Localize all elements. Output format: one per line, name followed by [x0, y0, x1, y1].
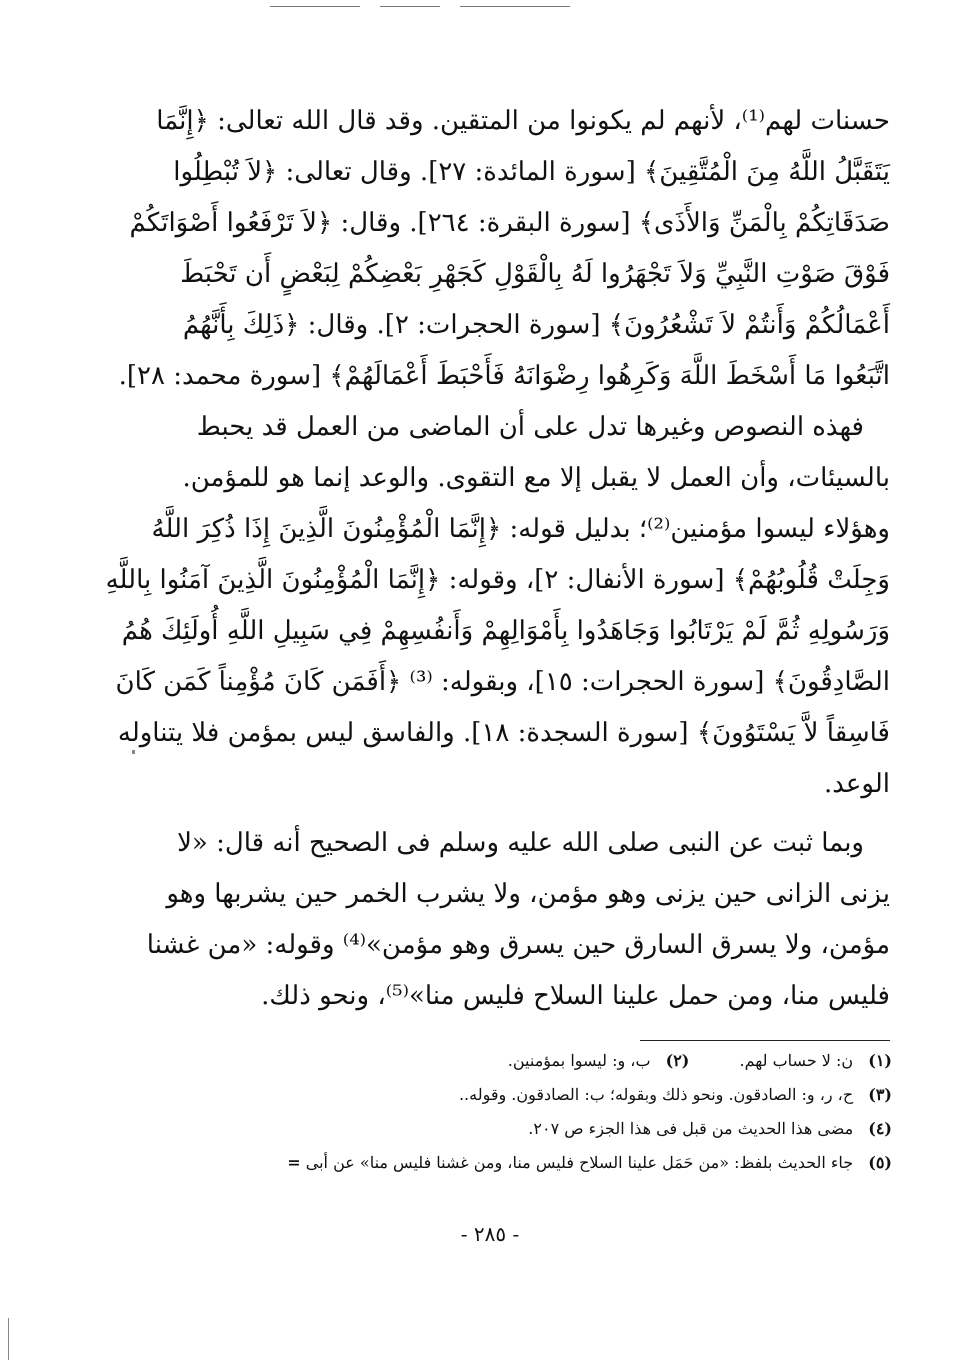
footnote-number: (٢) [665, 1051, 690, 1070]
footnote-text: ن: لا حساب لهم. [739, 1051, 854, 1070]
footnote-number: (٥) [868, 1153, 892, 1172]
text-line: حسنات لهم⁽¹⁾، لأنهم لم يكونوا من المتقين. وقد قال الله تعالى: ﴿إِنَّمَا [156, 106, 890, 136]
text-line: اتَّبَعُوا مَا أَسْخَطَ اللَّهَ وَكَرِهُوا رِضْوَانَهُ فَأَحْبَطَ أَعْمَالَهُمْ﴾ [سورة محمد: ٢٨]. [118, 361, 890, 391]
body-text [105, 96, 890, 1022]
text-line: فليس منا، ومن حمل علينا السلاح فليس منا»⁽⁵⁾، ونحو ذلك. [261, 981, 890, 1011]
footnote-text: ب، و: ليسوا بمؤمنين. [507, 1051, 651, 1070]
footnote-number: (١) [868, 1051, 892, 1070]
text-line: فَوْقَ صَوْتِ النَّبِيِّ وَلاَ تَجْهَرُوا لَهُ بِالْقَوْلِ كَجَهْرِ بَعْضِكُمْ لِبَعْضٍ أَن تَحْبَطَ [180, 259, 890, 289]
text-line: فهذه النصوص وغيرها تدل على أن الماضى من العمل قد يحبط [196, 412, 864, 442]
text-line: يزنى الزانى حين يزنى وهو مؤمن، ولا يشرب الخمر حين يشربها وهو [166, 879, 890, 909]
text-line: صَدَقَاتِكُمْ بِالْمَنِّ وَالأَذَى﴾ [سورة البقرة: ٢٦٤]. وقال: ﴿لاَ تَرْفَعُوا أَصْوَاتَكُمْ [129, 208, 890, 238]
footnote-text: مضى هذا الحديث من قبل فى هذا الجزء ص ٢٠٧. [528, 1119, 854, 1138]
text-line: وبما ثبت عن النبى صلى الله عليه وسلم فى الصحيح أنه قال: «لا [177, 828, 864, 858]
footnote-separator [640, 1040, 890, 1041]
text-line: الصَّادِقُونَ﴾ [سورة الحجرات: ١٥]، وبقوله: ⁽³⁾ ﴿أَفَمَن كَانَ مُؤْمِناً كَمَن كَانَ [115, 667, 890, 697]
footnote-row [140, 1044, 892, 1078]
footnote-row [140, 1146, 892, 1180]
text-line: مؤمن، ولا يسرق السارق حين يسرق وهو مؤمن»⁽⁴⁾ وقوله: «من غشنا [146, 930, 890, 960]
footnotes [140, 1044, 892, 1180]
footnote-row [140, 1112, 892, 1146]
footnote-row [140, 1078, 892, 1112]
footnote-continuation-mark: = [287, 1153, 301, 1172]
text-line: أَعْمَالُكُمْ وَأَنتُمْ لاَ تَشْعُرُونَ﴾ [سورة الحجرات: ٢]. وقال: ﴿ذَلِكَ بِأَنَّهُمُ [182, 310, 890, 340]
text-line: وَرَسُولِهِ ثُمَّ لَمْ يَرْتَابُوا وَجَاهَدُوا بِأَمْوَالِهِمْ وَأَنفُسِهِمْ فِي سَبِيلِ اللَّهِ أُولَئِكَ هُمُ [121, 616, 890, 646]
text-line: الوعد. [823, 769, 890, 799]
text-line: وهؤلاء ليسوا مؤمنين⁽²⁾؛ بدليل قوله: ﴿إِنَّمَا الْمُؤْمِنُونَ الَّذِينَ إِذَا ذُكِرَ اللَّهُ [151, 514, 890, 544]
footnote-number: (٣) [868, 1085, 892, 1104]
scan-top-rule-1 [270, 6, 360, 7]
footnote-text: جاء الحديث بلفظ: «من حَمَل علينا السلاح فليس منا، ومن غشنا فليس منا» عن أبى [305, 1153, 854, 1172]
text-line: وَجِلَتْ قُلُوبُهُمْ﴾ [سورة الأنفال: ٢]، وقوله: ﴿إِنَّمَا الْمُؤْمِنُونَ الَّذِينَ آمَنُوا بِاللَّهِ [105, 565, 890, 595]
scan-margin-mark [8, 1318, 9, 1360]
text-line: فَاسِقاً لاَّ يَسْتَوُونَ﴾ [سورة السجدة: ١٨]. والفاسق ليس بمؤمن فلا يتناوله [117, 718, 890, 748]
paragraph-gap [168, 810, 890, 818]
text-line: بالسيئات، وأن العمل لا يقبل إلا مع التقوى. والوعد إنما هو للمؤمن. [182, 463, 890, 493]
footnote-text: ح، ر، و: الصادقون. ونحو ذلك وبقوله؛ ب: الصادقون. وقوله.. [458, 1085, 854, 1104]
footnote-number: (٤) [868, 1119, 892, 1138]
scan-top-rule-2 [380, 6, 440, 7]
scan-top-rule-3 [460, 6, 570, 7]
text-line: يَتَقَبَّلُ اللَّهُ مِنَ الْمُتَّقِينَ﴾ [سورة المائدة: ٢٧]. وقال تعالى: ﴿لاَ تُبْطِلُوا [173, 157, 890, 187]
page-number: - ٢٨٥ - [460, 1222, 520, 1246]
